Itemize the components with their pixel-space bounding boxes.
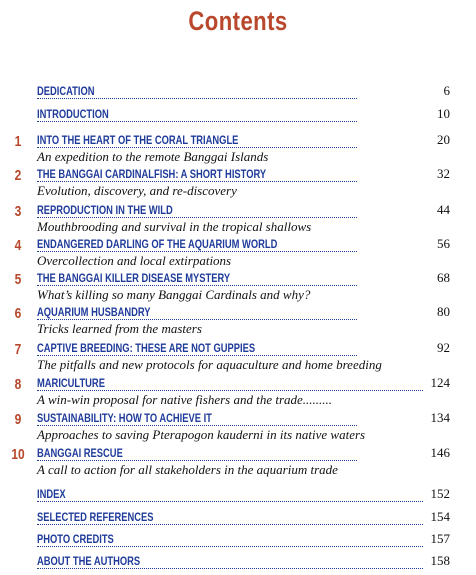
page-number: 10 — [437, 106, 450, 121]
dot-leader — [37, 341, 357, 356]
chapter-title: INTO THE HEART OF THE CORAL TRIANGLE — [37, 133, 241, 147]
chapter-number: 3 — [14, 203, 22, 220]
page-number: 56 — [437, 236, 450, 251]
page-number: 134 — [430, 410, 450, 425]
page-number: 124 — [430, 375, 450, 390]
page-number: 80 — [437, 304, 450, 319]
dot-leader — [37, 271, 357, 286]
chapter-subtitle: Mouthbrooding and survival in the tropical shallows — [37, 219, 312, 234]
chapter-number: 9 — [14, 411, 22, 428]
dot-leader — [37, 167, 357, 182]
chapter-number: 5 — [14, 271, 22, 288]
dot-leader — [37, 203, 357, 218]
entry-label: PHOTO CREDITS — [37, 532, 116, 546]
dot-leader — [37, 84, 357, 99]
chapter-subtitle: Evolution, discovery, and re-discovery — [37, 183, 237, 198]
chapter-subtitle: A call to action for all stakeholders in the aquarium trade — [37, 462, 338, 477]
page-number: 152 — [430, 486, 450, 501]
chapter-subtitle: What’s killing so many Banggai Cardinals and why? — [37, 287, 311, 302]
chapter-number: 6 — [14, 305, 22, 322]
entry-label: DEDICATION — [37, 84, 97, 98]
chapter-title: THE BANGGAI CARDINALFISH: A SHORT HISTORY — [37, 167, 268, 181]
chapter-subtitle: The pitfalls and new protocols for aquaculture and home breeding — [37, 357, 382, 372]
page-number: 92 — [437, 340, 450, 355]
page-number: 158 — [430, 553, 450, 568]
chapter-number: 10 — [11, 446, 25, 463]
entry-label: ABOUT THE AUTHORS — [37, 554, 142, 568]
entry-label: SELECTED REFERENCES — [37, 510, 156, 524]
dot-leader — [37, 305, 357, 320]
chapter-title: SUSTAINABILITY: HOW TO ACHIEVE IT — [37, 411, 214, 425]
chapter-title: ENDANGERED DARLING OF THE AQUARIUM WORLD — [37, 237, 280, 251]
chapter-number: 4 — [14, 237, 22, 254]
dot-leader — [37, 107, 357, 122]
page-number: 68 — [437, 270, 450, 285]
chapter-number: 2 — [14, 167, 22, 184]
chapter-number: 1 — [14, 133, 22, 150]
entry-label: INDEX — [37, 487, 68, 501]
dot-leader — [37, 532, 423, 547]
dot-leader — [37, 237, 357, 252]
chapter-title: BANGGAI RESCUE — [37, 446, 125, 460]
dot-leader — [37, 554, 423, 569]
dot-leader — [37, 487, 423, 502]
dot-leader — [37, 411, 357, 426]
chapter-subtitle: An expedition to the remote Banggai Islands — [37, 149, 269, 164]
page-number: 32 — [437, 166, 450, 181]
chapter-number: 7 — [14, 341, 22, 358]
chapter-title: AQUARIUM HUSBANDRY — [37, 305, 153, 319]
page-number: 146 — [430, 445, 450, 460]
page-number: 157 — [430, 531, 450, 546]
chapter-title: CAPTIVE BREEDING: THESE ARE NOT GUPPIES — [37, 341, 257, 355]
page-number: 44 — [437, 202, 450, 217]
chapter-subtitle: Tricks learned from the masters — [37, 321, 202, 336]
contents-title: Contents — [188, 6, 288, 36]
chapter-subtitle: A win-win proposal for native fishers and the trade......... — [37, 392, 333, 407]
chapter-title: MARICULTURE — [37, 376, 107, 390]
chapter-title: REPRODUCTION IN THE WILD — [37, 203, 175, 217]
page-number: 154 — [430, 509, 450, 524]
dot-leader — [37, 376, 423, 391]
dot-leader — [37, 446, 357, 461]
dot-leader — [37, 133, 357, 148]
chapter-subtitle: Overcollection and local extirpations — [37, 253, 232, 268]
chapter-title: THE BANGGAI KILLER DISEASE MYSTERY — [37, 271, 232, 285]
page-number: 6 — [443, 83, 450, 98]
dot-leader — [37, 510, 423, 525]
chapter-number: 8 — [14, 376, 22, 393]
chapter-subtitle: Approaches to saving Pterapogon kauderni in its native waters — [37, 427, 366, 442]
entry-label: INTRODUCTION — [37, 107, 111, 121]
page-number: 20 — [437, 132, 450, 147]
